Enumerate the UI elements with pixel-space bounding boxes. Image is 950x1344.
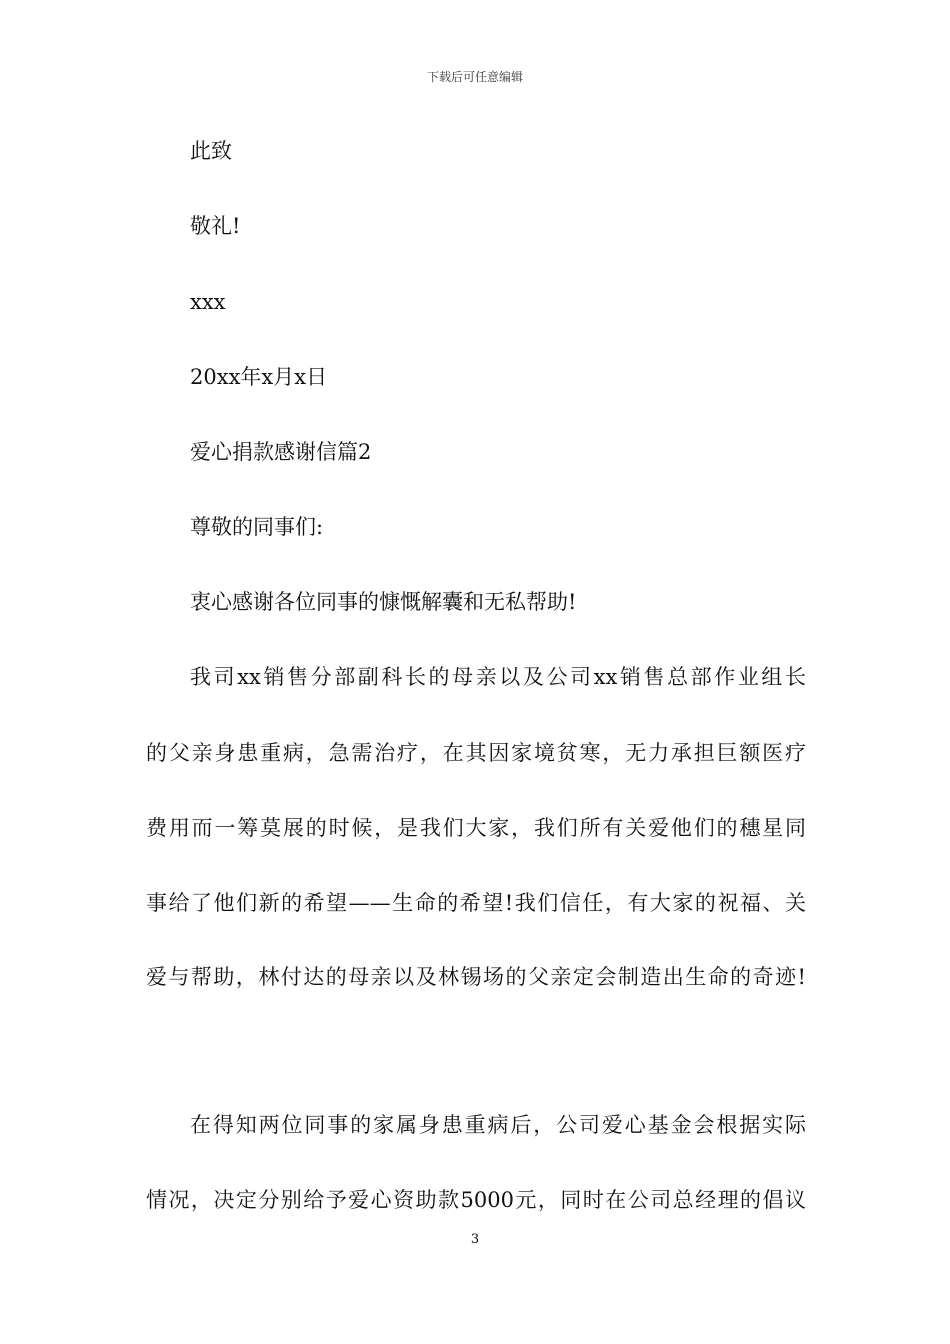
closing-date: 20xx年x月x日 xyxy=(190,365,328,389)
closing-salutation: 此致 xyxy=(190,139,232,163)
paragraph2-line: 在得知两位同事的家属身患重病后，公司爱心基金会根据实际 xyxy=(190,1113,806,1137)
letter-thanks: 衷心感谢各位同事的慷慨解囊和无私帮助! xyxy=(190,590,577,614)
paragraph1-line: 事给了他们新的希望——生命的希望!我们信任，有大家的祝福、关 xyxy=(146,891,806,915)
page-number: 3 xyxy=(470,1232,480,1247)
paragraph1-line: 我司xx销售分部副科长的母亲以及公司xx销售总部作业组长 xyxy=(190,665,806,689)
paragraph1-line: 费用而一筹莫展的时候，是我们大家，我们所有关爱他们的穗星同 xyxy=(146,816,806,840)
page-header: 下载后可任意编辑 xyxy=(426,70,523,84)
closing-signature: xxx xyxy=(190,290,226,314)
letter-title: 爱心捐款感谢信篇2 xyxy=(190,440,372,464)
letter-greeting: 尊敬的同事们: xyxy=(190,515,324,539)
closing-respect: 敬礼! xyxy=(190,214,241,238)
paragraph1-line: 爱与帮助，林付达的母亲以及林锡场的父亲定会制造出生命的奇迹! xyxy=(146,965,806,989)
paragraph2-line: 情况，决定分别给予爱心资助款5000元，同时在公司总经理的倡议 xyxy=(146,1188,806,1212)
paragraph1-line: 的父亲身患重病，急需治疗，在其因家境贫寒，无力承担巨额医疗 xyxy=(146,741,806,765)
